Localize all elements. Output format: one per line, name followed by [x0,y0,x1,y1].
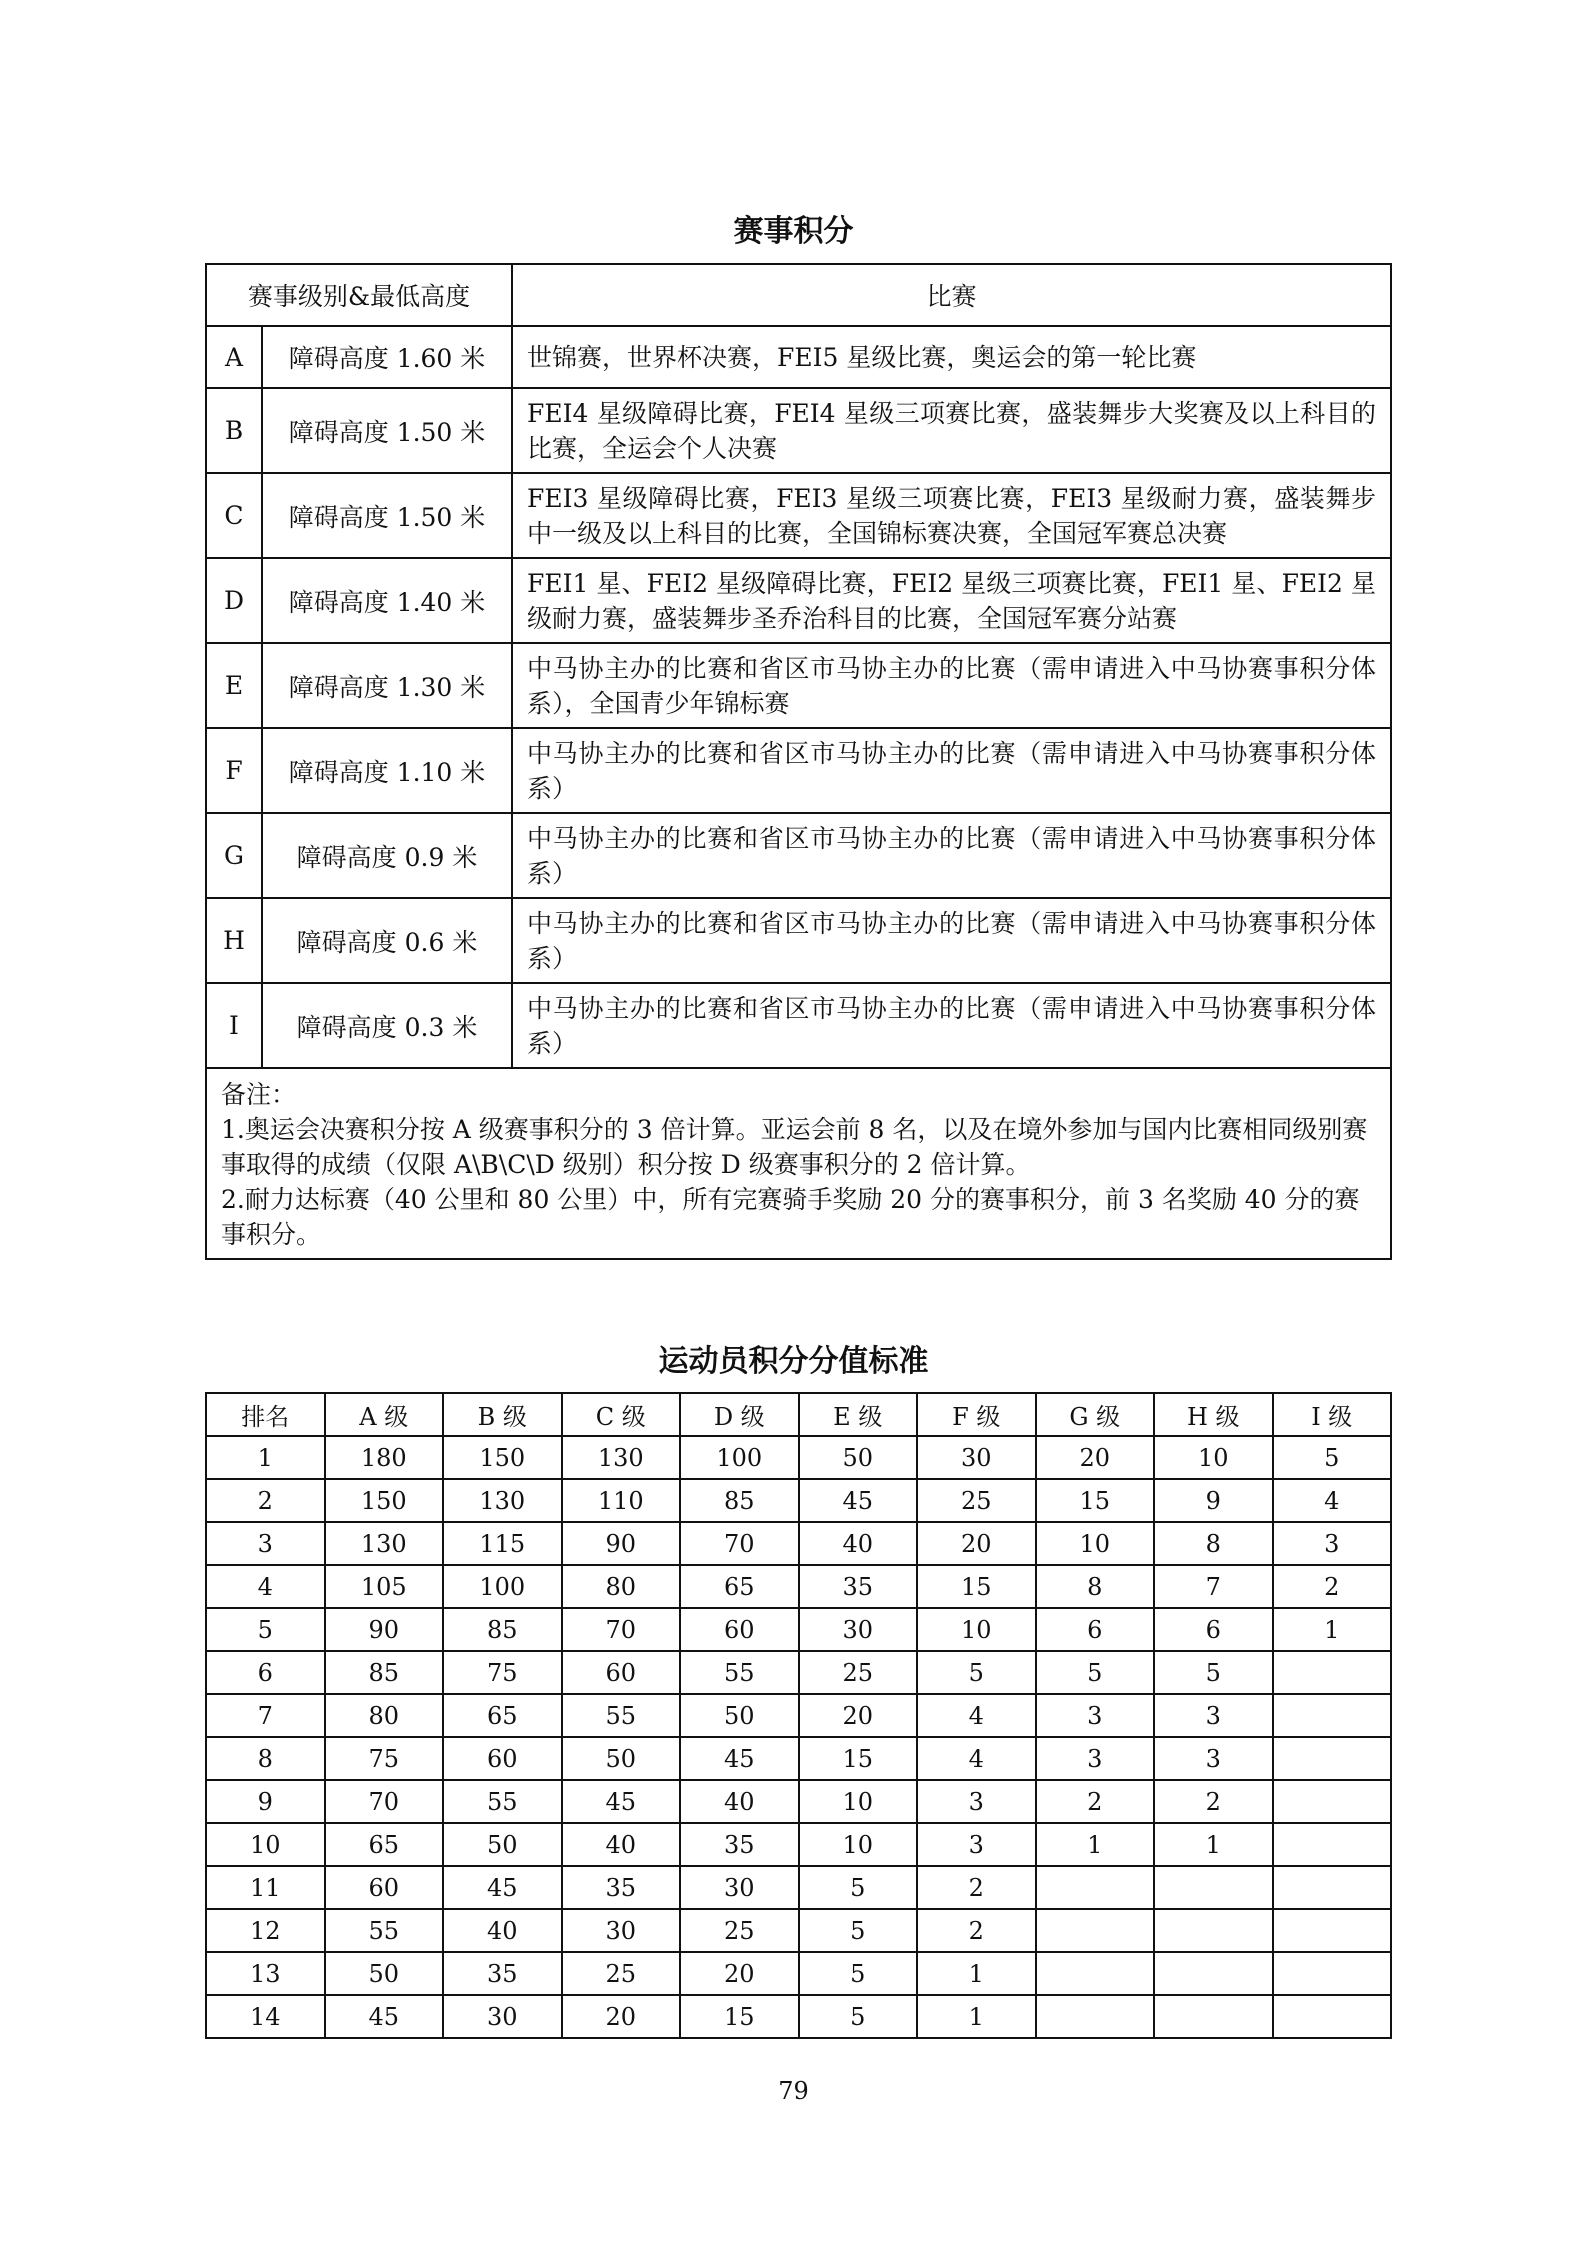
rank-cell: 10 [206,1823,325,1866]
points-cell: 130 [325,1522,444,1565]
header-level-col: B 级 [443,1393,562,1436]
points-cell: 3 [1154,1737,1273,1780]
event-row [206,898,1391,983]
notes-label: 备注： [221,1080,297,1109]
points-cell: 10 [1154,1436,1273,1479]
page-number: 79 [778,2077,809,2105]
points-row [206,1694,1391,1737]
points-cell: 60 [443,1737,562,1780]
points-cell: 55 [325,1909,444,1952]
event-min-height: 障碍高度 1.10 米 [262,728,512,813]
header-rank: 排名 [206,1393,325,1436]
points-cell: 5 [1273,1436,1392,1479]
event-competitions: 中马协主办的比赛和省区市马协主办的比赛（需申请进入中马协赛事积分体系），全国青少年锦标赛 [512,643,1391,728]
notes [206,1068,1391,1259]
points-cell: 1 [1154,1823,1273,1866]
points-cell [1273,1866,1392,1909]
header-level: 赛事级别&最低高度 [206,264,512,326]
points-cell: 5 [799,1952,918,1995]
points-cell [1036,1952,1155,1995]
points-cell: 40 [680,1780,799,1823]
header-level-col: E 级 [799,1393,918,1436]
points-cell: 4 [917,1694,1036,1737]
points-cell: 70 [562,1608,681,1651]
rank-cell: 4 [206,1565,325,1608]
points-cell [1273,1651,1392,1694]
points-cell: 20 [1036,1436,1155,1479]
points-cell: 90 [325,1608,444,1651]
points-cell: 45 [799,1479,918,1522]
points-cell: 110 [562,1479,681,1522]
points-cell: 2 [917,1866,1036,1909]
points-cell: 30 [680,1866,799,1909]
event-competitions: 中马协主办的比赛和省区市马协主办的比赛（需申请进入中马协赛事积分体系） [512,983,1391,1068]
points-cell: 1 [1036,1823,1155,1866]
points-cell: 2 [917,1909,1036,1952]
points-row [206,1479,1391,1522]
points-cell: 180 [325,1436,444,1479]
event-row [206,473,1391,558]
points-cell: 45 [443,1866,562,1909]
points-cell [1273,1823,1392,1866]
rank-cell: 13 [206,1952,325,1995]
points-cell: 50 [799,1436,918,1479]
points-table [205,1392,1392,2039]
points-cell [1036,1909,1155,1952]
points-cell: 5 [799,1995,918,2038]
points-cell: 20 [917,1522,1036,1565]
rank-cell: 14 [206,1995,325,2038]
points-cell: 6 [1036,1608,1155,1651]
points-cell: 75 [325,1737,444,1780]
points-cell: 1 [917,1995,1036,2038]
event-min-height: 障碍高度 1.60 米 [262,326,512,388]
points-cell: 60 [325,1866,444,1909]
points-cell: 70 [325,1780,444,1823]
points-row [206,1565,1391,1608]
points-cell: 45 [562,1780,681,1823]
event-min-height: 障碍高度 0.3 米 [262,983,512,1068]
points-cell: 55 [680,1651,799,1694]
event-competitions: 中马协主办的比赛和省区市马协主办的比赛（需申请进入中马协赛事积分体系） [512,898,1391,983]
rank-cell: 11 [206,1866,325,1909]
points-cell: 8 [1036,1565,1155,1608]
points-row [206,1436,1391,1479]
points-cell [1273,1952,1392,1995]
event-level-code: B [206,388,262,473]
points-cell: 5 [1154,1651,1273,1694]
points-cell: 55 [443,1780,562,1823]
points-cell: 7 [1154,1565,1273,1608]
points-cell [1036,1866,1155,1909]
points-cell: 25 [680,1909,799,1952]
points-cell: 2 [1273,1565,1392,1608]
points-cell: 65 [443,1694,562,1737]
points-cell [1154,1909,1273,1952]
points-cell: 55 [562,1694,681,1737]
points-cell: 100 [680,1436,799,1479]
event-row [206,813,1391,898]
header-level-col: A 级 [325,1393,444,1436]
points-cell: 15 [680,1995,799,2038]
rank-cell: 12 [206,1909,325,1952]
header-competitions: 比赛 [512,264,1391,326]
points-cell: 75 [443,1651,562,1694]
event-row [206,728,1391,813]
points-cell: 30 [443,1995,562,2038]
points-cell: 20 [562,1995,681,2038]
points-cell: 45 [680,1737,799,1780]
points-cell: 1 [1273,1608,1392,1651]
points-cell [1273,1909,1392,1952]
points-row [206,1995,1391,2038]
points-cell: 5 [917,1651,1036,1694]
points-cell: 3 [1273,1522,1392,1565]
points-cell: 2 [1154,1780,1273,1823]
events-table [205,263,1392,1260]
event-level-code: D [206,558,262,643]
points-cell [1273,1737,1392,1780]
points-cell: 5 [799,1909,918,1952]
points-cell [1154,1995,1273,2038]
event-level-code: E [206,643,262,728]
points-cell: 20 [799,1694,918,1737]
points-cell: 40 [443,1909,562,1952]
points-cell: 8 [1154,1522,1273,1565]
points-cell: 4 [1273,1479,1392,1522]
points-cell: 3 [1154,1694,1273,1737]
event-level-code: G [206,813,262,898]
rank-cell: 2 [206,1479,325,1522]
points-row [206,1780,1391,1823]
points-cell: 80 [325,1694,444,1737]
points-cell [1273,1780,1392,1823]
event-level-code: C [206,473,262,558]
points-cell: 150 [443,1436,562,1479]
points-cell: 30 [917,1436,1036,1479]
points-cell: 35 [799,1565,918,1608]
points-cell [1154,1952,1273,1995]
event-min-height: 障碍高度 0.9 米 [262,813,512,898]
events-table-title: 赛事积分 [733,214,854,249]
points-cell: 70 [680,1522,799,1565]
points-row [206,1651,1391,1694]
points-cell: 15 [799,1737,918,1780]
event-level-code: H [206,898,262,983]
points-cell: 50 [443,1823,562,1866]
points-cell: 45 [325,1995,444,2038]
event-competitions: FEI3 星级障碍比赛，FEI3 星级三项赛比赛，FEI3 星级耐力赛，盛装舞步中一级及以上科目的比赛，全国锦标赛决赛，全国冠军赛总决赛 [512,473,1391,558]
points-cell: 1 [917,1952,1036,1995]
points-cell: 130 [443,1479,562,1522]
points-cell: 5 [799,1866,918,1909]
event-min-height: 障碍高度 1.40 米 [262,558,512,643]
points-cell: 115 [443,1522,562,1565]
points-cell: 35 [443,1952,562,1995]
event-row [206,983,1391,1068]
points-cell: 65 [325,1823,444,1866]
event-min-height: 障碍高度 0.6 米 [262,898,512,983]
points-cell: 35 [562,1866,681,1909]
event-competitions: 世锦赛，世界杯决赛，FEI5 星级比赛，奥运会的第一轮比赛 [512,326,1391,388]
points-cell: 10 [1036,1522,1155,1565]
event-min-height: 障碍高度 1.50 米 [262,388,512,473]
header-level-col: C 级 [562,1393,681,1436]
event-level-code: A [206,326,262,388]
event-competitions: FEI4 星级障碍比赛，FEI4 星级三项赛比赛，盛装舞步大奖赛及以上科目的比赛，全运会个人决赛 [512,388,1391,473]
event-row [206,326,1391,388]
points-cell: 25 [562,1952,681,1995]
rank-cell: 7 [206,1694,325,1737]
points-cell: 35 [680,1823,799,1866]
header-level-col: I 级 [1273,1393,1392,1436]
event-level-code: I [206,983,262,1068]
header-level-col: F 级 [917,1393,1036,1436]
points-cell: 9 [1154,1479,1273,1522]
points-row [206,1823,1391,1866]
points-cell: 3 [917,1823,1036,1866]
points-table-title: 运动员积分分值标准 [658,1344,929,1379]
note-item: 2.耐力达标赛（40 公里和 80 公里）中，所有完赛骑手奖励 20 分的赛事积分，前 3 名奖励 40 分的赛事积分。 [221,1185,1360,1249]
rank-cell: 6 [206,1651,325,1694]
points-row [206,1737,1391,1780]
points-cell: 5 [1036,1651,1155,1694]
points-cell: 90 [562,1522,681,1565]
points-cell [1273,1694,1392,1737]
header-level-col: D 级 [680,1393,799,1436]
points-cell: 25 [799,1651,918,1694]
points-row [206,1866,1391,1909]
points-cell: 6 [1154,1608,1273,1651]
points-cell: 100 [443,1565,562,1608]
points-row [206,1522,1391,1565]
points-cell: 65 [680,1565,799,1608]
points-cell: 50 [680,1694,799,1737]
header-level-col: H 级 [1154,1393,1273,1436]
points-cell: 3 [917,1780,1036,1823]
event-competitions: 中马协主办的比赛和省区市马协主办的比赛（需申请进入中马协赛事积分体系） [512,728,1391,813]
points-cell: 10 [799,1780,918,1823]
rank-cell: 3 [206,1522,325,1565]
notes-row [206,1068,1391,1259]
points-cell: 30 [562,1909,681,1952]
event-level-code: F [206,728,262,813]
points-row [206,1952,1391,1995]
points-cell: 50 [562,1737,681,1780]
points-cell: 85 [680,1479,799,1522]
points-cell: 40 [562,1823,681,1866]
points-cell: 3 [1036,1694,1155,1737]
points-row [206,1909,1391,1952]
rank-cell: 9 [206,1780,325,1823]
points-cell: 105 [325,1565,444,1608]
points-cell: 60 [562,1651,681,1694]
points-cell: 50 [325,1952,444,1995]
points-cell [1036,1995,1155,2038]
points-cell: 40 [799,1522,918,1565]
points-cell: 150 [325,1479,444,1522]
points-cell: 60 [680,1608,799,1651]
points-cell: 3 [1036,1737,1155,1780]
event-min-height: 障碍高度 1.50 米 [262,473,512,558]
event-row [206,643,1391,728]
rank-cell: 5 [206,1608,325,1651]
header-level-col: G 级 [1036,1393,1155,1436]
points-row [206,1608,1391,1651]
points-cell: 85 [443,1608,562,1651]
points-cell: 20 [680,1952,799,1995]
points-cell: 10 [799,1823,918,1866]
points-cell: 4 [917,1737,1036,1780]
points-cell: 130 [562,1436,681,1479]
points-cell [1273,1995,1392,2038]
points-cell: 30 [799,1608,918,1651]
points-cell: 25 [917,1479,1036,1522]
points-cell: 15 [917,1565,1036,1608]
points-cell: 85 [325,1651,444,1694]
points-cell: 10 [917,1608,1036,1651]
rank-cell: 1 [206,1436,325,1479]
event-min-height: 障碍高度 1.30 米 [262,643,512,728]
event-row [206,558,1391,643]
points-cell: 2 [1036,1780,1155,1823]
note-item: 1.奥运会决赛积分按 A 级赛事积分的 3 倍计算。亚运会前 8 名，以及在境外参加与国内比赛相同级别赛事取得的成绩（仅限 A\B\C\D 级别）积分按 D 级赛事积分的 2 倍计算。 [221,1115,1368,1179]
event-competitions: 中马协主办的比赛和省区市马协主办的比赛（需申请进入中马协赛事积分体系） [512,813,1391,898]
event-row [206,388,1391,473]
event-competitions: FEI1 星、FEI2 星级障碍比赛，FEI2 星级三项赛比赛，FEI1 星、FEI2 星级耐力赛，盛装舞步圣乔治科目的比赛，全国冠军赛分站赛 [512,558,1391,643]
points-cell: 15 [1036,1479,1155,1522]
points-cell [1154,1866,1273,1909]
points-cell: 80 [562,1565,681,1608]
rank-cell: 8 [206,1737,325,1780]
